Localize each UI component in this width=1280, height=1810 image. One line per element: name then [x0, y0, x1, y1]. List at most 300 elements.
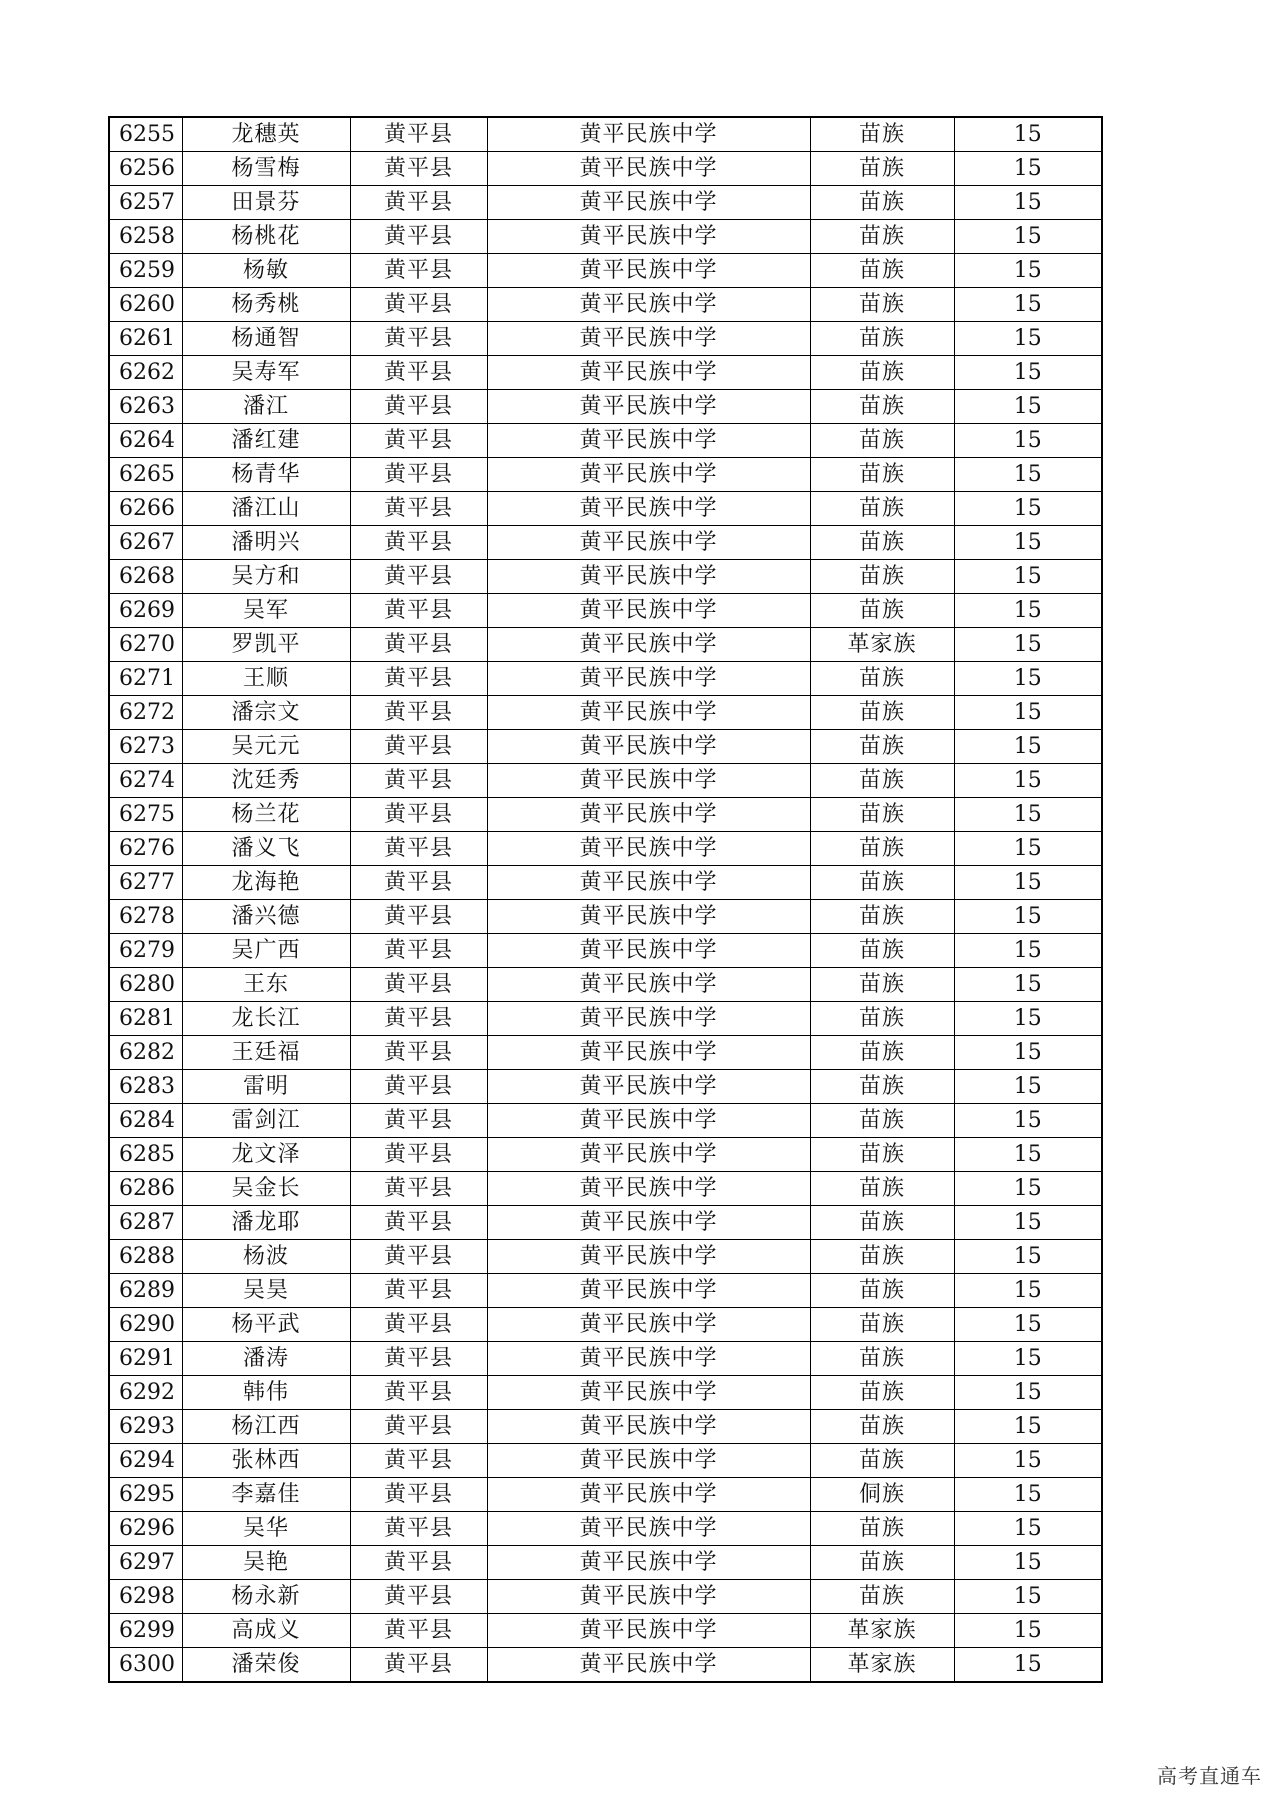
- cell-school: 黄平民族中学: [487, 1240, 810, 1274]
- table-row: [109, 1240, 1102, 1274]
- cell-seq-number: 6297: [109, 1546, 182, 1580]
- cell-score: 15: [954, 1376, 1102, 1410]
- cell-score: 15: [954, 1342, 1102, 1376]
- cell-ethnicity: 苗族: [810, 934, 954, 968]
- cell-county: 黄平县: [350, 1002, 487, 1036]
- cell-score: 15: [954, 390, 1102, 424]
- cell-seq-number: 6287: [109, 1206, 182, 1240]
- cell-student-name: 雷剑江: [182, 1104, 350, 1138]
- cell-ethnicity: 苗族: [810, 220, 954, 254]
- cell-seq-number: 6298: [109, 1580, 182, 1614]
- table-row: [109, 832, 1102, 866]
- cell-ethnicity: 苗族: [810, 1002, 954, 1036]
- cell-school: 黄平民族中学: [487, 1274, 810, 1308]
- cell-county: 黄平县: [350, 254, 487, 288]
- cell-seq-number: 6280: [109, 968, 182, 1002]
- cell-ethnicity: 苗族: [810, 458, 954, 492]
- cell-ethnicity: 苗族: [810, 1342, 954, 1376]
- cell-student-name: 高成义: [182, 1614, 350, 1648]
- cell-seq-number: 6274: [109, 764, 182, 798]
- cell-seq-number: 6276: [109, 832, 182, 866]
- cell-county: 黄平县: [350, 628, 487, 662]
- cell-county: 黄平县: [350, 1614, 487, 1648]
- table-row: [109, 1308, 1102, 1342]
- cell-student-name: 杨永新: [182, 1580, 350, 1614]
- cell-seq-number: 6290: [109, 1308, 182, 1342]
- cell-ethnicity: 苗族: [810, 356, 954, 390]
- cell-score: 15: [954, 1036, 1102, 1070]
- cell-student-name: 杨秀桃: [182, 288, 350, 322]
- cell-score: 15: [954, 424, 1102, 458]
- cell-ethnicity: 苗族: [810, 1138, 954, 1172]
- cell-county: 黄平县: [350, 1410, 487, 1444]
- table-row: [109, 900, 1102, 934]
- cell-school: 黄平民族中学: [487, 288, 810, 322]
- cell-score: 15: [954, 1274, 1102, 1308]
- table-row: [109, 117, 1102, 152]
- cell-seq-number: 6268: [109, 560, 182, 594]
- cell-student-name: 潘红建: [182, 424, 350, 458]
- cell-school: 黄平民族中学: [487, 152, 810, 186]
- cell-school: 黄平民族中学: [487, 1512, 810, 1546]
- cell-ethnicity: 苗族: [810, 560, 954, 594]
- cell-school: 黄平民族中学: [487, 458, 810, 492]
- cell-seq-number: 6283: [109, 1070, 182, 1104]
- cell-seq-number: 6260: [109, 288, 182, 322]
- cell-seq-number: 6271: [109, 662, 182, 696]
- cell-ethnicity: 苗族: [810, 1274, 954, 1308]
- cell-ethnicity: 苗族: [810, 900, 954, 934]
- cell-county: 黄平县: [350, 288, 487, 322]
- cell-seq-number: 6293: [109, 1410, 182, 1444]
- table-row: [109, 1274, 1102, 1308]
- cell-county: 黄平县: [350, 186, 487, 220]
- cell-score: 15: [954, 1104, 1102, 1138]
- cell-county: 黄平县: [350, 152, 487, 186]
- cell-seq-number: 6277: [109, 866, 182, 900]
- cell-county: 黄平县: [350, 458, 487, 492]
- cell-seq-number: 6300: [109, 1648, 182, 1683]
- cell-ethnicity: 苗族: [810, 1512, 954, 1546]
- cell-ethnicity: 革家族: [810, 628, 954, 662]
- cell-score: 15: [954, 1206, 1102, 1240]
- watermark-text: 高考直通车: [1157, 1764, 1262, 1788]
- cell-score: 15: [954, 866, 1102, 900]
- cell-ethnicity: 苗族: [810, 1580, 954, 1614]
- table-row: [109, 934, 1102, 968]
- table-row: [109, 356, 1102, 390]
- roster-table-body: [109, 117, 1102, 1682]
- cell-school: 黄平民族中学: [487, 1614, 810, 1648]
- cell-county: 黄平县: [350, 1308, 487, 1342]
- table-row: [109, 968, 1102, 1002]
- cell-county: 黄平县: [350, 934, 487, 968]
- cell-score: 15: [954, 492, 1102, 526]
- cell-school: 黄平民族中学: [487, 798, 810, 832]
- cell-county: 黄平县: [350, 1342, 487, 1376]
- cell-seq-number: 6284: [109, 1104, 182, 1138]
- cell-score: 15: [954, 458, 1102, 492]
- cell-student-name: 田景芬: [182, 186, 350, 220]
- cell-score: 15: [954, 1002, 1102, 1036]
- cell-seq-number: 6266: [109, 492, 182, 526]
- cell-ethnicity: 苗族: [810, 730, 954, 764]
- cell-ethnicity: 苗族: [810, 1376, 954, 1410]
- cell-school: 黄平民族中学: [487, 526, 810, 560]
- cell-student-name: 杨通智: [182, 322, 350, 356]
- table-row: [109, 1206, 1102, 1240]
- cell-student-name: 李嘉佳: [182, 1478, 350, 1512]
- cell-county: 黄平县: [350, 526, 487, 560]
- cell-school: 黄平民族中学: [487, 1308, 810, 1342]
- cell-score: 15: [954, 900, 1102, 934]
- cell-score: 15: [954, 1138, 1102, 1172]
- cell-score: 15: [954, 730, 1102, 764]
- cell-ethnicity: 苗族: [810, 526, 954, 560]
- cell-student-name: 杨平武: [182, 1308, 350, 1342]
- cell-student-name: 杨兰花: [182, 798, 350, 832]
- cell-score: 15: [954, 764, 1102, 798]
- cell-county: 黄平县: [350, 764, 487, 798]
- cell-county: 黄平县: [350, 322, 487, 356]
- table-row: [109, 1104, 1102, 1138]
- table-row: [109, 560, 1102, 594]
- cell-seq-number: 6255: [109, 117, 182, 152]
- cell-score: 15: [954, 117, 1102, 152]
- cell-school: 黄平民族中学: [487, 117, 810, 152]
- cell-seq-number: 6267: [109, 526, 182, 560]
- cell-county: 黄平县: [350, 1478, 487, 1512]
- cell-student-name: 张林西: [182, 1444, 350, 1478]
- cell-student-name: 潘兴德: [182, 900, 350, 934]
- cell-school: 黄平民族中学: [487, 1546, 810, 1580]
- cell-seq-number: 6286: [109, 1172, 182, 1206]
- cell-county: 黄平县: [350, 390, 487, 424]
- cell-school: 黄平民族中学: [487, 696, 810, 730]
- cell-ethnicity: 苗族: [810, 424, 954, 458]
- table-row: [109, 288, 1102, 322]
- cell-county: 黄平县: [350, 1172, 487, 1206]
- cell-seq-number: 6292: [109, 1376, 182, 1410]
- table-row: [109, 798, 1102, 832]
- cell-student-name: 王顺: [182, 662, 350, 696]
- cell-school: 黄平民族中学: [487, 1070, 810, 1104]
- cell-ethnicity: 苗族: [810, 662, 954, 696]
- cell-ethnicity: 侗族: [810, 1478, 954, 1512]
- cell-county: 黄平县: [350, 1138, 487, 1172]
- cell-student-name: 潘义飞: [182, 832, 350, 866]
- cell-ethnicity: 苗族: [810, 1036, 954, 1070]
- cell-seq-number: 6265: [109, 458, 182, 492]
- cell-score: 15: [954, 594, 1102, 628]
- cell-county: 黄平县: [350, 1274, 487, 1308]
- cell-school: 黄平民族中学: [487, 968, 810, 1002]
- cell-ethnicity: 苗族: [810, 594, 954, 628]
- cell-school: 黄平民族中学: [487, 594, 810, 628]
- cell-seq-number: 6294: [109, 1444, 182, 1478]
- cell-school: 黄平民族中学: [487, 866, 810, 900]
- cell-score: 15: [954, 1410, 1102, 1444]
- cell-county: 黄平县: [350, 356, 487, 390]
- cell-ethnicity: 苗族: [810, 832, 954, 866]
- cell-student-name: 潘江山: [182, 492, 350, 526]
- cell-student-name: 吴广西: [182, 934, 350, 968]
- table-row: [109, 1070, 1102, 1104]
- cell-seq-number: 6281: [109, 1002, 182, 1036]
- cell-student-name: 罗凯平: [182, 628, 350, 662]
- cell-seq-number: 6296: [109, 1512, 182, 1546]
- cell-seq-number: 6263: [109, 390, 182, 424]
- cell-seq-number: 6291: [109, 1342, 182, 1376]
- cell-score: 15: [954, 696, 1102, 730]
- cell-school: 黄平民族中学: [487, 730, 810, 764]
- table-row: [109, 526, 1102, 560]
- table-row: [109, 1376, 1102, 1410]
- cell-score: 15: [954, 152, 1102, 186]
- table-row: [109, 696, 1102, 730]
- cell-student-name: 龙长江: [182, 1002, 350, 1036]
- cell-student-name: 潘江: [182, 390, 350, 424]
- cell-student-name: 潘龙耶: [182, 1206, 350, 1240]
- cell-school: 黄平民族中学: [487, 1206, 810, 1240]
- cell-student-name: 吴金长: [182, 1172, 350, 1206]
- cell-school: 黄平民族中学: [487, 390, 810, 424]
- table-row: [109, 390, 1102, 424]
- table-row: [109, 254, 1102, 288]
- cell-score: 15: [954, 220, 1102, 254]
- cell-ethnicity: 苗族: [810, 152, 954, 186]
- cell-school: 黄平民族中学: [487, 1342, 810, 1376]
- cell-score: 15: [954, 560, 1102, 594]
- cell-student-name: 吴艳: [182, 1546, 350, 1580]
- cell-seq-number: 6262: [109, 356, 182, 390]
- cell-score: 15: [954, 1648, 1102, 1683]
- cell-ethnicity: 苗族: [810, 288, 954, 322]
- cell-seq-number: 6279: [109, 934, 182, 968]
- cell-seq-number: 6264: [109, 424, 182, 458]
- table-row: [109, 424, 1102, 458]
- cell-county: 黄平县: [350, 900, 487, 934]
- cell-student-name: 龙海艳: [182, 866, 350, 900]
- cell-student-name: 潘明兴: [182, 526, 350, 560]
- table-row: [109, 662, 1102, 696]
- cell-student-name: 吴寿军: [182, 356, 350, 390]
- cell-school: 黄平民族中学: [487, 832, 810, 866]
- cell-score: 15: [954, 832, 1102, 866]
- cell-score: 15: [954, 356, 1102, 390]
- cell-score: 15: [954, 322, 1102, 356]
- cell-ethnicity: 苗族: [810, 254, 954, 288]
- cell-county: 黄平县: [350, 117, 487, 152]
- table-row: [109, 1478, 1102, 1512]
- cell-student-name: 韩伟: [182, 1376, 350, 1410]
- cell-student-name: 雷明: [182, 1070, 350, 1104]
- cell-school: 黄平民族中学: [487, 1138, 810, 1172]
- cell-ethnicity: 苗族: [810, 390, 954, 424]
- cell-school: 黄平民族中学: [487, 220, 810, 254]
- table-row: [109, 730, 1102, 764]
- cell-ethnicity: 革家族: [810, 1614, 954, 1648]
- cell-county: 黄平县: [350, 594, 487, 628]
- cell-ethnicity: 苗族: [810, 322, 954, 356]
- table-row: [109, 628, 1102, 662]
- cell-score: 15: [954, 934, 1102, 968]
- cell-ethnicity: 苗族: [810, 866, 954, 900]
- cell-student-name: 王廷福: [182, 1036, 350, 1070]
- cell-seq-number: 6256: [109, 152, 182, 186]
- cell-school: 黄平民族中学: [487, 662, 810, 696]
- table-row: [109, 866, 1102, 900]
- cell-school: 黄平民族中学: [487, 1002, 810, 1036]
- cell-school: 黄平民族中学: [487, 1410, 810, 1444]
- cell-ethnicity: 苗族: [810, 1206, 954, 1240]
- cell-student-name: 沈廷秀: [182, 764, 350, 798]
- cell-score: 15: [954, 968, 1102, 1002]
- cell-county: 黄平县: [350, 730, 487, 764]
- cell-ethnicity: 苗族: [810, 1240, 954, 1274]
- cell-student-name: 吴元元: [182, 730, 350, 764]
- cell-score: 15: [954, 526, 1102, 560]
- table-row: [109, 1444, 1102, 1478]
- cell-seq-number: 6288: [109, 1240, 182, 1274]
- cell-school: 黄平民族中学: [487, 186, 810, 220]
- cell-student-name: 龙穗英: [182, 117, 350, 152]
- cell-county: 黄平县: [350, 424, 487, 458]
- cell-school: 黄平民族中学: [487, 1478, 810, 1512]
- cell-county: 黄平县: [350, 1444, 487, 1478]
- cell-student-name: 杨青华: [182, 458, 350, 492]
- cell-school: 黄平民族中学: [487, 322, 810, 356]
- cell-county: 黄平县: [350, 1580, 487, 1614]
- cell-county: 黄平县: [350, 1240, 487, 1274]
- cell-seq-number: 6272: [109, 696, 182, 730]
- table-row: [109, 1342, 1102, 1376]
- cell-school: 黄平民族中学: [487, 628, 810, 662]
- cell-seq-number: 6278: [109, 900, 182, 934]
- cell-county: 黄平县: [350, 1036, 487, 1070]
- table-row: [109, 1410, 1102, 1444]
- cell-school: 黄平民族中学: [487, 1444, 810, 1478]
- table-row: [109, 186, 1102, 220]
- cell-school: 黄平民族中学: [487, 254, 810, 288]
- cell-seq-number: 6270: [109, 628, 182, 662]
- cell-seq-number: 6295: [109, 1478, 182, 1512]
- cell-score: 15: [954, 1240, 1102, 1274]
- cell-ethnicity: 苗族: [810, 1070, 954, 1104]
- cell-county: 黄平县: [350, 1104, 487, 1138]
- cell-score: 15: [954, 254, 1102, 288]
- cell-score: 15: [954, 1172, 1102, 1206]
- cell-student-name: 杨桃花: [182, 220, 350, 254]
- cell-county: 黄平县: [350, 1376, 487, 1410]
- cell-student-name: 潘涛: [182, 1342, 350, 1376]
- table-row: [109, 152, 1102, 186]
- cell-seq-number: 6299: [109, 1614, 182, 1648]
- cell-seq-number: 6282: [109, 1036, 182, 1070]
- cell-student-name: 杨波: [182, 1240, 350, 1274]
- cell-score: 15: [954, 1308, 1102, 1342]
- table-row: [109, 458, 1102, 492]
- cell-score: 15: [954, 1546, 1102, 1580]
- cell-county: 黄平县: [350, 492, 487, 526]
- cell-county: 黄平县: [350, 1546, 487, 1580]
- cell-county: 黄平县: [350, 866, 487, 900]
- cell-ethnicity: 苗族: [810, 968, 954, 1002]
- cell-school: 黄平民族中学: [487, 424, 810, 458]
- cell-score: 15: [954, 1070, 1102, 1104]
- cell-student-name: 杨雪梅: [182, 152, 350, 186]
- cell-ethnicity: 苗族: [810, 1172, 954, 1206]
- cell-ethnicity: 苗族: [810, 492, 954, 526]
- cell-student-name: 杨江西: [182, 1410, 350, 1444]
- cell-score: 15: [954, 1614, 1102, 1648]
- cell-ethnicity: 苗族: [810, 696, 954, 730]
- cell-score: 15: [954, 1512, 1102, 1546]
- cell-county: 黄平县: [350, 662, 487, 696]
- cell-score: 15: [954, 628, 1102, 662]
- cell-school: 黄平民族中学: [487, 560, 810, 594]
- cell-seq-number: 6258: [109, 220, 182, 254]
- cell-school: 黄平民族中学: [487, 1036, 810, 1070]
- table-row: [109, 764, 1102, 798]
- cell-school: 黄平民族中学: [487, 900, 810, 934]
- cell-student-name: 杨敏: [182, 254, 350, 288]
- cell-seq-number: 6261: [109, 322, 182, 356]
- cell-seq-number: 6289: [109, 1274, 182, 1308]
- table-row: [109, 594, 1102, 628]
- cell-student-name: 潘宗文: [182, 696, 350, 730]
- cell-student-name: 吴华: [182, 1512, 350, 1546]
- cell-ethnicity: 苗族: [810, 798, 954, 832]
- table-row: [109, 1648, 1102, 1683]
- cell-seq-number: 6257: [109, 186, 182, 220]
- cell-ethnicity: 苗族: [810, 186, 954, 220]
- cell-county: 黄平县: [350, 1648, 487, 1683]
- cell-seq-number: 6259: [109, 254, 182, 288]
- cell-seq-number: 6275: [109, 798, 182, 832]
- cell-score: 15: [954, 1444, 1102, 1478]
- table-row: [109, 492, 1102, 526]
- cell-student-name: 吴方和: [182, 560, 350, 594]
- table-row: [109, 322, 1102, 356]
- cell-seq-number: 6269: [109, 594, 182, 628]
- roster-table: [108, 116, 1103, 1683]
- cell-county: 黄平县: [350, 696, 487, 730]
- table-row: [109, 1512, 1102, 1546]
- cell-school: 黄平民族中学: [487, 1376, 810, 1410]
- cell-county: 黄平县: [350, 1070, 487, 1104]
- table-row: [109, 1138, 1102, 1172]
- cell-student-name: 王东: [182, 968, 350, 1002]
- cell-county: 黄平县: [350, 832, 487, 866]
- cell-ethnicity: 苗族: [810, 1410, 954, 1444]
- table-row: [109, 1580, 1102, 1614]
- cell-score: 15: [954, 186, 1102, 220]
- cell-county: 黄平县: [350, 1206, 487, 1240]
- table-row: [109, 1546, 1102, 1580]
- cell-ethnicity: 苗族: [810, 1308, 954, 1342]
- table-row: [109, 1614, 1102, 1648]
- cell-student-name: 潘荣俊: [182, 1648, 350, 1683]
- cell-seq-number: 6273: [109, 730, 182, 764]
- cell-ethnicity: 革家族: [810, 1648, 954, 1683]
- cell-county: 黄平县: [350, 798, 487, 832]
- table-row: [109, 220, 1102, 254]
- cell-ethnicity: 苗族: [810, 117, 954, 152]
- cell-ethnicity: 苗族: [810, 1444, 954, 1478]
- cell-county: 黄平县: [350, 1512, 487, 1546]
- cell-school: 黄平民族中学: [487, 356, 810, 390]
